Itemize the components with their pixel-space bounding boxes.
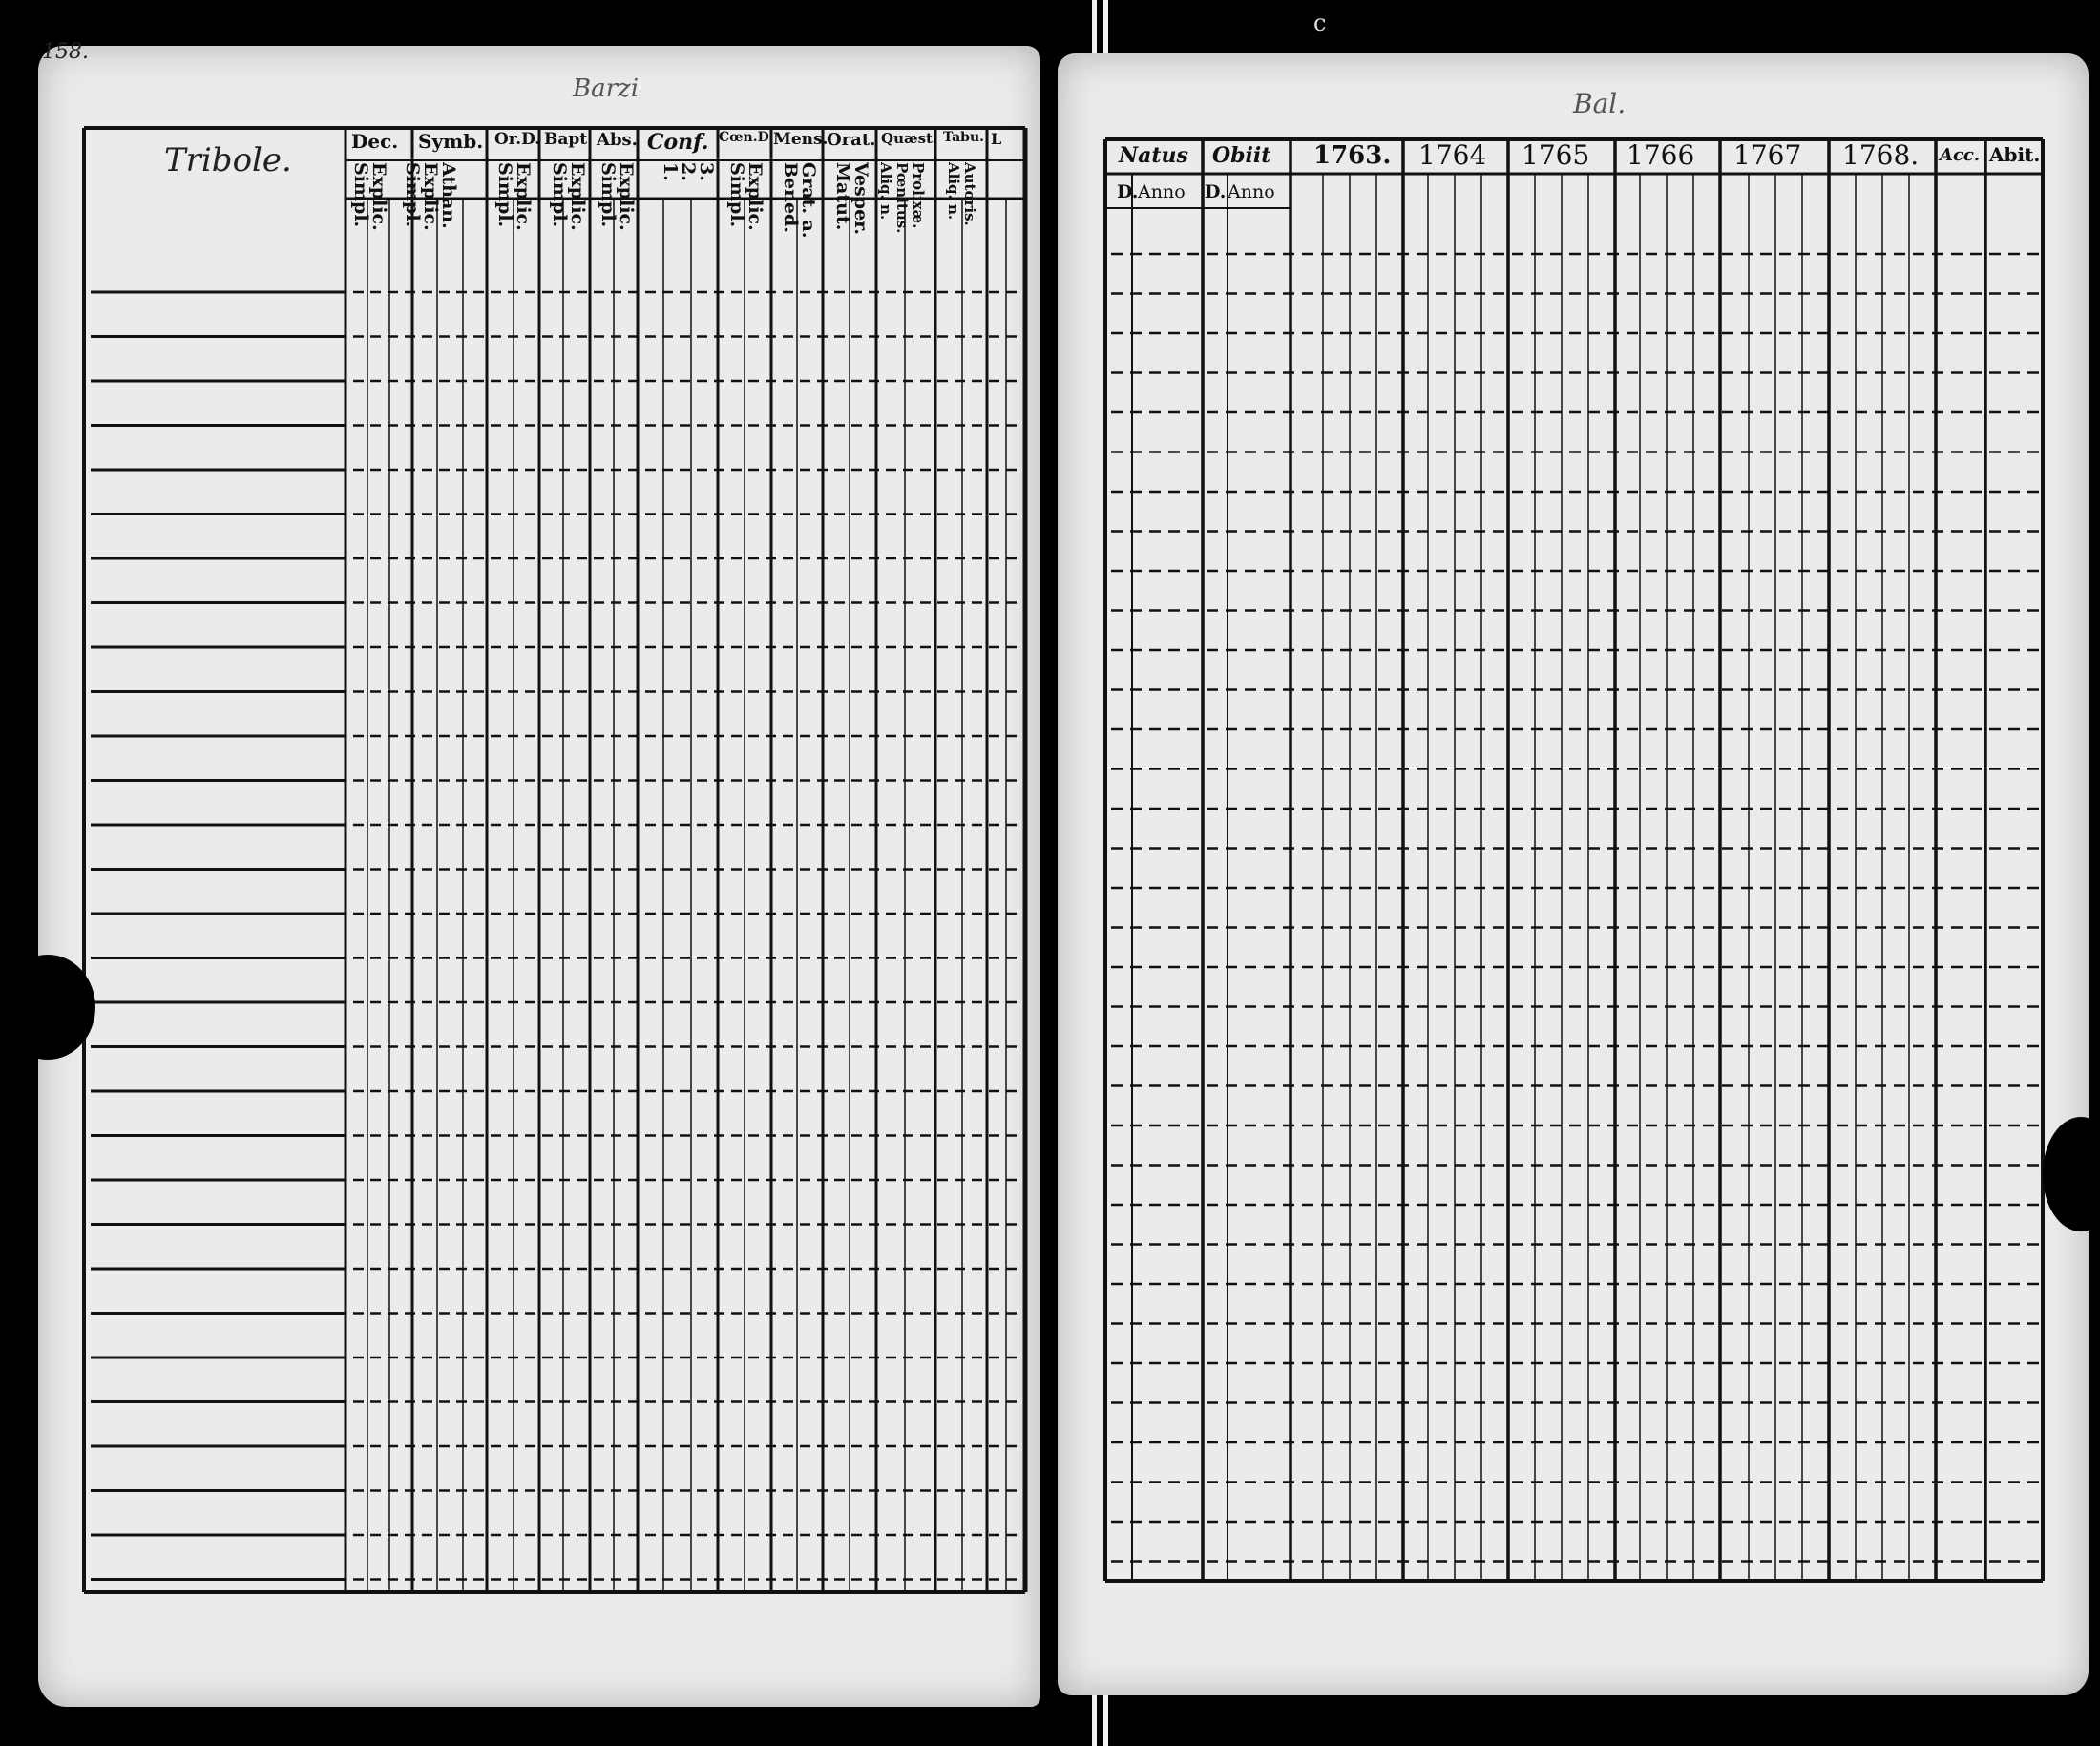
handwritten-name: Tribole. [164, 141, 292, 179]
sub-bapt-simpl: Simpl. [549, 162, 570, 228]
sub-ord-simpl: Simpl. [494, 162, 515, 228]
col-head-orat: Orat. [827, 130, 876, 150]
sub-coend-simpl: Simpl. [726, 162, 747, 228]
sub-dec-simpl: Simpl. [350, 162, 371, 228]
sub-symb-athan: Athan. [438, 162, 459, 229]
top-mark: c [1313, 10, 1327, 36]
sub-natus-anno: Anno [1138, 181, 1186, 202]
sub-mens-bened: Bened. [780, 162, 801, 233]
sub-quaest-prolixae: Prolixæ. [910, 162, 927, 229]
sub-tabu-autoris: Autoris. [961, 162, 978, 226]
col-head-1768: 1768. [1842, 139, 1920, 171]
col-head-mens: Mens. [773, 130, 829, 149]
col-head-symb: Symb. [418, 130, 484, 153]
sub-symb-explic: Explic. [420, 162, 441, 231]
page-header-note: Barzi [573, 74, 640, 103]
left-register-grid [38, 46, 1040, 1707]
col-head-abs: Abs. [597, 130, 638, 150]
right-page [1058, 53, 2089, 1695]
sub-orat-vesper: Vesper. [850, 162, 872, 236]
sub-quaest-aliq: Aliq. n. [877, 162, 894, 221]
right-register-grid [1058, 53, 2089, 1695]
page-notch [0, 955, 95, 1060]
col-head-1766: 1766 [1627, 139, 1695, 171]
col-head-obiit: Obiit [1212, 143, 1271, 168]
col-head-natus: Natus [1119, 143, 1188, 168]
sub-conf-3: 3. [696, 162, 717, 181]
sub-abs-simpl: Simpl. [598, 162, 619, 228]
col-head-coend: Cœn.D. [719, 130, 774, 145]
sub-symb-simpl: Simpl. [402, 162, 423, 228]
left-page [38, 40, 1040, 1707]
sub-orat-matut: Matut. [832, 162, 853, 231]
sub-mens-grat: Grat. a. [798, 162, 819, 239]
col-head-tabu: Tabu. [943, 130, 984, 145]
col-head-1765: 1765 [1522, 139, 1590, 171]
sub-obiit-d: D. [1205, 181, 1227, 202]
col-head-bapt: Bapt. [544, 130, 594, 149]
sub-obiit-anno: Anno [1228, 181, 1275, 202]
col-head-1767: 1767 [1733, 139, 1802, 171]
col-head-1764: 1764 [1418, 139, 1487, 171]
sub-natus-d: D. [1117, 181, 1139, 202]
sub-ord-explic: Explic. [513, 162, 534, 231]
sub-conf-2: 2. [678, 162, 699, 181]
col-head-acc: Acc. [1940, 145, 1981, 165]
page-header-note: Bal. [1573, 88, 1627, 119]
col-head-abit: Abit. [1989, 143, 2041, 166]
sub-abs-explic: Explic. [616, 162, 637, 231]
col-head-quaest: Quæst. [881, 130, 938, 147]
col-head-dec: Dec. [351, 130, 399, 153]
col-head-ord: Or.D. [494, 130, 541, 149]
page-number: 158. [42, 40, 89, 64]
col-head-conf: Conf. [647, 130, 709, 155]
sub-dec-explic: Explic. [368, 162, 389, 231]
sub-coend-explic: Explic. [745, 162, 766, 231]
sub-conf-1: 1. [660, 162, 681, 181]
sub-tabu-aliq: Aliq. n. [945, 162, 962, 221]
sub-bapt-explic: Explic. [567, 162, 588, 231]
col-head-1763: 1763. [1313, 141, 1392, 170]
col-head-l: L [991, 130, 1002, 148]
sub-quaest-poenitus: Pœnitus. [893, 162, 911, 234]
